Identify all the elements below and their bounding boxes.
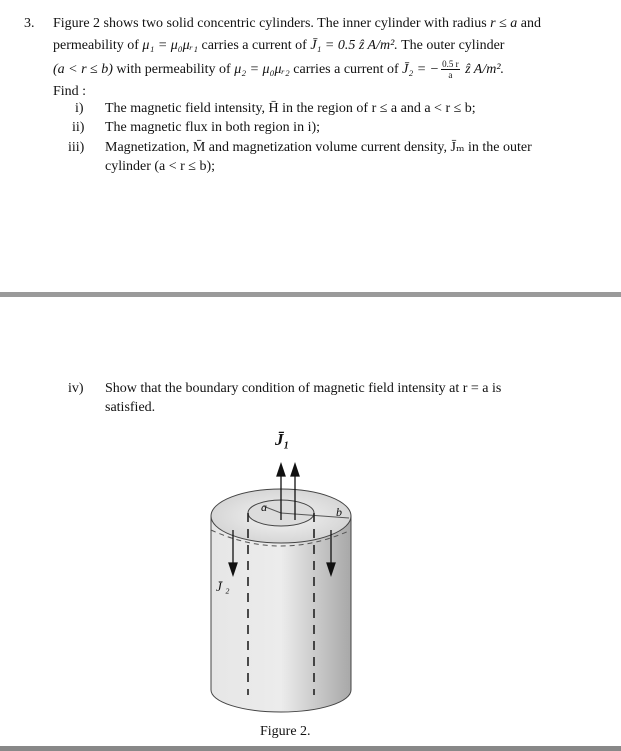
find-heading: Find : [53, 84, 87, 99]
problem-text: carries a current of [201, 38, 307, 53]
page-bottom-edge [0, 746, 621, 751]
problem-text: permeability of [53, 38, 139, 53]
part-label: i) [75, 101, 84, 116]
radius-b-label: b [336, 505, 342, 519]
problem-text: carries a current of [293, 62, 399, 77]
problem-text: and [520, 16, 542, 31]
outer-radius-condition: (a < r ≤ b) [53, 62, 113, 77]
j2-label: J̄ ₂ [216, 579, 230, 594]
part-text: Show that the boundary condition of magnetic field intensity at r = a is [105, 381, 502, 396]
current-density-outer-lhs: J̄₂ = − [402, 62, 440, 77]
part-text: The magnetic flux in both region in i); [105, 120, 321, 135]
part-label: ii) [72, 120, 85, 135]
current-density-outer-rhs: ẑ A/m². [465, 62, 505, 77]
permeability-outer: μ₂ = μ₀μᵣ₂ [234, 62, 290, 77]
question-number: 3. [24, 16, 35, 31]
current-density-fraction: $\frac{0.5 r}{a}$ [442, 59, 459, 81]
permeability-inner: μ₁ = μ₀μᵣ₁ [142, 38, 198, 53]
radius-a-label: a [261, 500, 267, 514]
current-density-inner: J̄₁ = 0.5 ẑ A/m². [310, 38, 398, 53]
part-label: iii) [68, 140, 85, 155]
part-text: Magnetization, M̄ and magnetization volume current density, J̄ₘ in the outer [105, 140, 532, 155]
part-text-continued: cylinder (a < r ≤ b); [105, 159, 216, 174]
problem-text: The outer cylinder [401, 38, 505, 53]
outer-cylinder-body [211, 516, 351, 712]
j1-label: J̄₁ [275, 430, 290, 449]
inner-radius-condition: r ≤ a [490, 16, 518, 31]
figure-caption: Figure 2. [260, 724, 311, 739]
problem-text: with permeability of [116, 62, 231, 77]
problem-text: Figure 2 shows two solid concentric cylinders. The inner cylinder with radius [53, 16, 487, 31]
part-label: iv) [68, 381, 84, 396]
part-text-continued: satisfied. [105, 400, 156, 415]
part-text: The magnetic field intensity, H̄ in the region of r ≤ a and a < r ≤ b; [105, 101, 476, 116]
